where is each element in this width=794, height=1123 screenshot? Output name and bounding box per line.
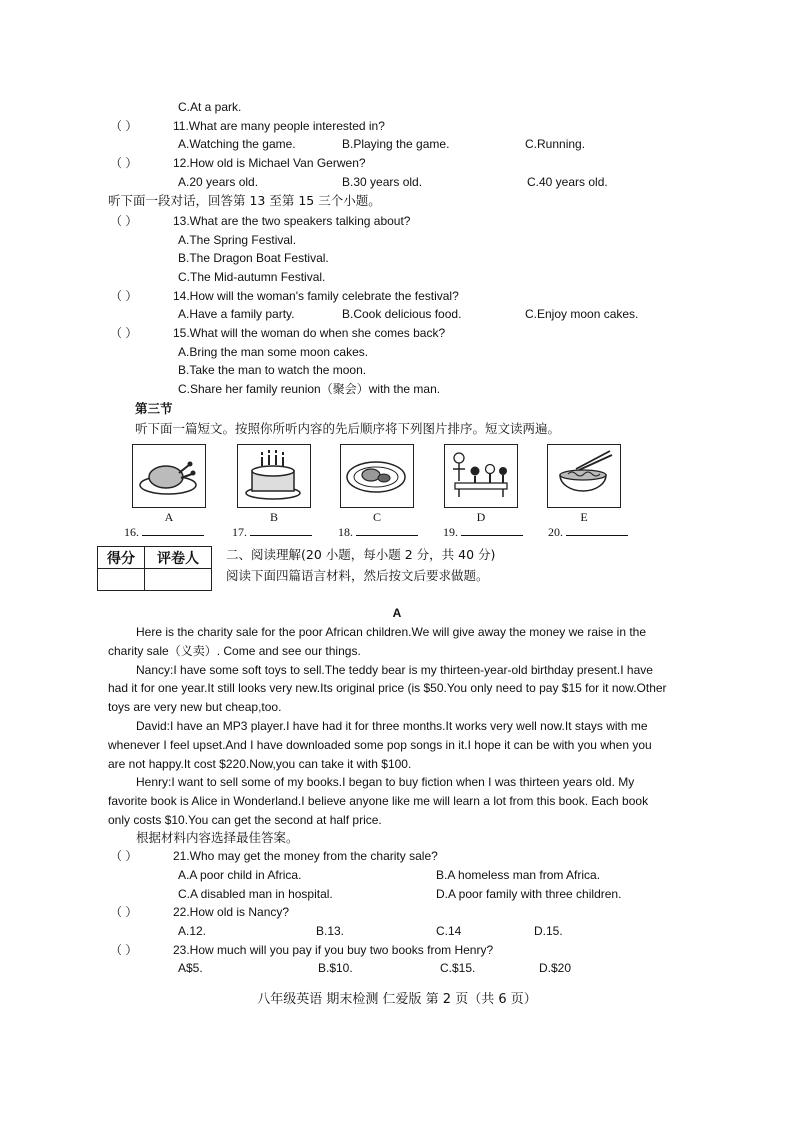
blank-number: 19. [443,525,458,539]
answer-blank-20[interactable] [548,524,628,540]
picture-label-c: C [372,510,381,524]
picture-label-b: B [269,510,278,524]
q11-stem: 11.What are many people interested in? [173,119,385,133]
reading-section-title: 二、阅读理解(20 小题，每小题 2 分，共 40 分) [226,547,496,562]
passage-a [108,623,668,830]
q13-answer-paren[interactable]: （ ） [110,214,138,228]
q15-option-a: A.Bring the man some moon cakes. [178,345,369,359]
dialog-instruction: 听下面一段对话，回答第 13 至第 15 三个小题。 [108,193,381,208]
q11-answer-paren[interactable]: （ ） [110,119,138,133]
section3-instruction: 听下面一篇短文。按照你所听内容的先后顺序将下列图片排序。短文读两遍。 [135,421,561,436]
q23-option-b: B.$10. [318,961,353,975]
q14-option-c: C.Enjoy moon cakes. [525,307,639,321]
q10-option-c: C.At a park. [178,100,242,114]
blank-number: 20. [548,525,563,539]
q23-option-a: A$5. [178,961,203,975]
q12-answer-paren[interactable]: （ ） [110,156,138,170]
picture-row [124,440,648,540]
q21-answer-paren[interactable]: （ ） [110,849,138,863]
picture-label-a: A [164,510,174,524]
passage-paragraph-henry: Henry:I want to sell some of my books.I began to buy fiction when I was thirteen years old. My favorite book is Alice in Wonderland.I believe anyone like me will learn a lot from this book. Each book only costs $10.You can get the second at half price. [108,775,649,827]
noodles-bowl-icon [547,444,621,508]
picture-label-d: D [476,510,486,524]
q13-option-a: A.The Spring Festival. [178,233,297,247]
answer-blank-19[interactable] [443,524,523,540]
q11-option-c: C.Running. [525,137,586,151]
reading-instruction: 阅读下面四篇语言材料，然后按文后要求做题。 [226,568,489,583]
q21-option-c: C.A disabled man in hospital. [178,887,333,901]
q23-option-d: D.$20 [539,961,572,975]
q22-option-d: D.15. [534,924,563,938]
family-dinner-icon [444,444,518,508]
blank-number: 17. [232,525,247,539]
choose-instruction: 根据材料内容选择最佳答案。 [136,830,299,845]
q22-answer-paren[interactable]: （ ） [110,905,138,919]
q15-stem: 15.What will the woman do when she comes back? [173,326,446,340]
q12-stem: 12.How old is Michael Van Gerwen? [173,156,366,170]
picture-label-e: E [580,510,588,524]
roast-chicken-icon [132,444,206,508]
passage-label: A [392,606,402,620]
q12-option-b: B.30 years old. [342,175,423,189]
q13-stem: 13.What are the two speakers talking about? [173,214,411,228]
q21-option-b: B.A homeless man from Africa. [436,868,601,882]
q12-option-a: A.20 years old. [178,175,259,189]
q14-option-a: A.Have a family party. [178,307,295,321]
q14-option-b: B.Cook delicious food. [342,307,462,321]
q21-option-d: D.A poor family with three children. [436,887,622,901]
passage-paragraph-david: David:I have an MP3 player.I have had it for three months.It works very well now.It stays with me whenever I feel upset.And I have downloaded some pop songs in it.I hope it can be with you when you are not happy.It cost $220.Now,you can take it with $100. [108,718,652,771]
passage-paragraph-intro: Here is the charity sale for the poor African children.We will give away the money we raise in the charity sale（义卖）. Come and see our things. [108,625,647,658]
score-header: 得分 [98,547,145,569]
q22-option-c: C.14 [436,924,462,938]
passage-paragraph-nancy: Nancy:I have some soft toys to sell.The teddy bear is my thirteen-year-old birthday present.I have had it for one year.It still looks very new.Its original price (is $50.You only need to pay $15 for it now.Other toys are very new but cheap,too. [108,662,667,715]
q21-stem: 21.Who may get the money from the charity sale? [173,849,438,863]
grader-cell[interactable] [145,569,212,591]
score-box [97,546,212,591]
q11-option-a: A.Watching the game. [178,137,296,151]
q22-stem: 22.How old is Nancy? [173,905,290,919]
q15-option-c: C.Share her family reunion（聚会）with the man. [178,382,441,396]
answer-blank-17[interactable] [232,524,312,540]
birthday-cake-icon [237,444,311,508]
section3-title: 第三节 [135,401,173,416]
food-plate-icon [340,444,414,508]
score-cell[interactable] [98,569,145,591]
blank-number: 16. [124,525,139,539]
q11-option-b: B.Playing the game. [342,137,450,151]
q22-option-a: A.12. [178,924,207,938]
q22-option-b: B.13. [316,924,345,938]
q14-stem: 14.How will the woman's family celebrate the festival? [173,289,459,303]
q23-stem: 23.How much will you pay if you buy two books from Henry? [173,943,494,957]
page-footer: 八年级英语 期末检测 仁爱版 第 2 页（共 6 页） [257,992,537,1007]
q23-answer-paren[interactable]: （ ） [110,943,138,957]
q15-option-b: B.Take the man to watch the moon. [178,363,367,377]
q13-option-c: C.The Mid-autumn Festival. [178,270,326,284]
q21-option-a: A.A poor child in Africa. [178,868,302,882]
grader-header: 评卷人 [145,547,212,569]
q13-option-b: B.The Dragon Boat Festival. [178,251,329,265]
q23-option-c: C.$15. [440,961,476,975]
blank-number: 18. [338,525,353,539]
q15-answer-paren[interactable]: （ ） [110,326,138,340]
answer-blank-16[interactable] [124,524,204,540]
answer-blank-18[interactable] [338,524,418,540]
q14-answer-paren[interactable]: （ ） [110,289,138,303]
q12-option-c: C.40 years old. [527,175,608,189]
